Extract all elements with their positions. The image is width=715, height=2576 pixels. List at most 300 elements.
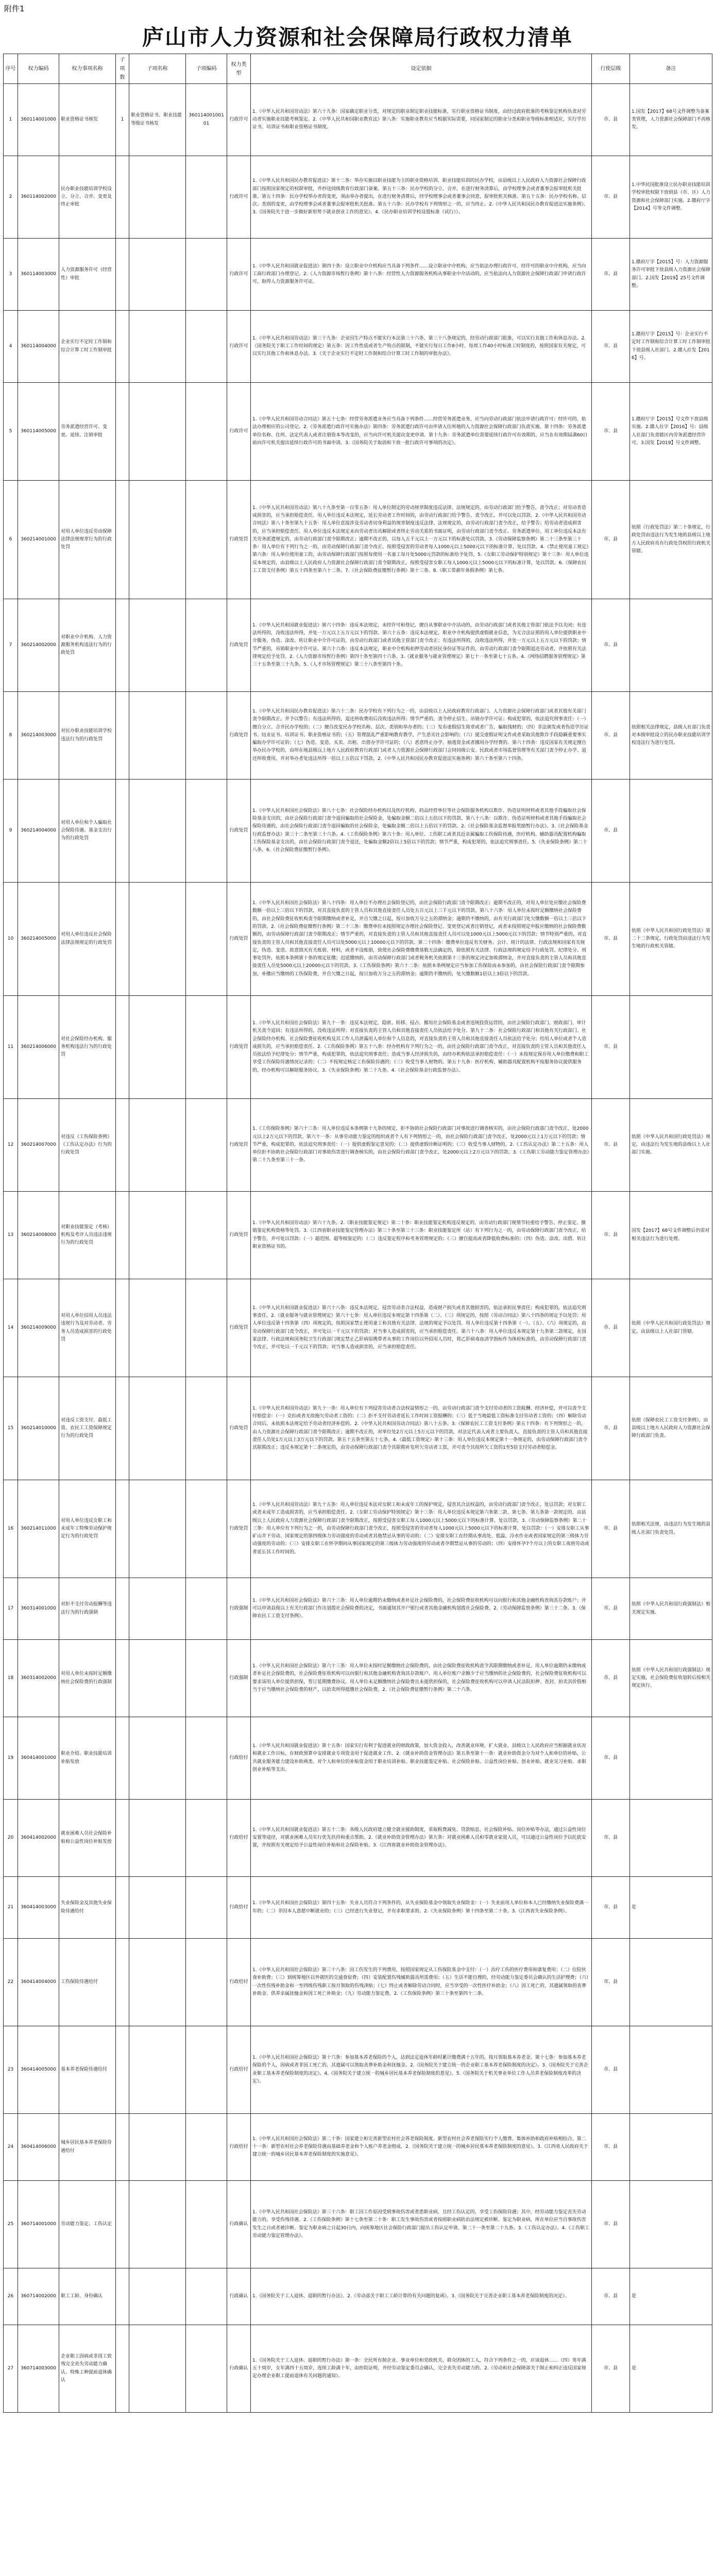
cell-name: 对拒不支付劳动报酬等违法行为的行政强制 [59,1578,116,1640]
cell-note: 依照《中华人民共和国行政强制法》相关规定实施。 [630,1578,712,1640]
cell-code: 360214005000 [18,883,59,996]
cell-sub_n [116,1099,129,1192]
cell-name: 劳务派遣经营许可、变更、延续、注销审批 [59,383,116,481]
table-row [4,2325,712,2413]
cell-sub_n [116,692,129,779]
header-cell: 序号 [4,54,18,84]
cell-sub [129,311,186,383]
table-row [4,84,712,156]
cell-no: 11 [4,996,18,1099]
cell-type: 行政处罚 [227,1480,251,1578]
cell-no: 24 [4,2114,18,2181]
cell-name: 对职业技能鉴定（考核）机构及考评人员违法违规行为的行政处罚 [59,1192,116,1279]
cell-subcode [186,1279,227,1377]
cell-no: 8 [4,692,18,779]
cell-level: 市、县 [592,239,630,311]
table-row [4,383,712,481]
cell-note [630,599,712,692]
cell-level: 市、县 [592,883,630,996]
cell-code: 360714002000 [18,2268,59,2325]
cell-subcode [186,481,227,599]
table-row [4,599,712,692]
cell-note: 1.赣府厅字【2015】号：企业实行不定时工作制和综合计算工时工作制审批下放县级人社部门。2.赣人社发【2016】号。 [630,311,712,383]
cell-basis: 1.《中华人民共和国社会保险法》第二十条：国家建立和完善新型农村社会养老保险制度。新型农村社会养老保险实行个人缴费、集体补助和政府补贴相结合。第二十一条：新型农村社会养老保险待遇由基础养老金和个人账户养老金组成。2.《国务院关于建立统一的城乡居民基本养老保险制度的意见》。3.《江西省人民政府关于建立统一的城乡居民基本养老保险制度的实施意见》。 [251,2114,592,2181]
cell-level: 市、县 [592,84,630,156]
cell-note: 依照《中华人民共和国行政处罚法》规定，由违法行为发生地的县级以上人社部门实施。 [630,1099,712,1192]
header-cell: 设定依据 [251,54,592,84]
cell-level: 市、县 [592,156,630,239]
cell-subcode [186,1192,227,1279]
cell-basis: 1.《中华人民共和国社会保险法》第八十七条：社会保险经办机构以及医疗机构、药品经营单位等社会保险服务机构以欺诈、伪造证明材料或者其他手段骗取社会保险基金支出的，由社会保险行政部门责令退回骗取的社会保险金，处骗取金额二倍以上五倍以下的罚款。第八十八条：以欺诈、伪造证明材料或者其他手段骗取社会保险待遇的，由社会保险行政部门责令退回骗取的社会保险金，处骗取金额二倍以上五倍以下的罚款。2.《社会保险基金监督举报奖励暂行办法》。3.《社会保险基金行政监督办法》第三十二条至第三十六条。4.《工伤保险条例》第六十条：用人单位、工伤职工或者其近亲属骗取工伤保险待遇，医疗机构、辅助器具配置机构骗取工伤保险基金支出的，由社会保险行政部门责令退还，处骗取金额2倍以上5倍以下的罚款；情节严重，构成犯罪的，依法追究刑事责任。5.《失业保险条例》第二十八条。6.《社会保险费征缴暂行条例》。 [251,779,592,883]
cell-subcode [186,692,227,779]
cell-note [630,779,712,883]
table-row [4,2268,712,2325]
cell-sub_n [116,481,129,599]
cell-level: 市、县 [592,1480,630,1578]
cell-subcode [186,1480,227,1578]
cell-type: 行政确认 [227,2325,251,2413]
cell-note: 1.赣府厅字【2015】号文件下放县级实施。2.赣人社字【2016】号：县级人社部门负责辖区内劳务派遣经营许可。3.国发【2019】号文件调整。 [630,383,712,481]
header-cell: 子项编码 [186,54,227,84]
cell-code: 360214001000 [18,481,59,599]
header-cell: 权力事项名称 [59,54,116,84]
cell-subcode [186,599,227,692]
cell-basis: 1.《中华人民共和国就业促进法》第六十四条：违反本法规定，未经许可和登记，擅自从事职业中介活动的，由劳动行政部门或者其他主管部门依法予以关闭；有违法所得的，没收违法所得，并处一万元以上五万元以下的罚款。第六十五条：违反本法规定，职业中介机构提供虚假就业信息，为无合法证照的用人单位提供职业中介服务，伪造、涂改、转让职业中介许可证的，由劳动行政部门或者其他主管部门责令改正；有违法所得的，没收违法所得，并处一万元以上五万元以下的罚款；情节严重的，吊销职业中介许可证。第六十六条：违反本法规定，职业中介机构扣押劳动者居民身份证等证件的，由劳动行政部门责令限期退还劳动者，并依照有关法律规定给予处罚。2.《人力资源市场暂行条例》第四十条至第四十六条。3.《就业服务与就业管理规定》第七十一条至第七十五条。4.《网络招聘服务管理规定》第三十五条至第三十九条。5.《人才市场管理规定》第三十八条至第四十条。 [251,599,592,692]
cell-note: 依照《中华人民共和国行政处罚法》第二十二条规定，行政处罚由违法行为发生地的行政机关管辖。 [630,883,712,996]
cell-no: 23 [4,2026,18,2114]
cell-note [630,1800,712,1877]
cell-sub [129,1800,186,1877]
cell-name: 对用人单位和个人骗取社会保险待遇、基金支出行为的行政处罚 [59,779,116,883]
cell-note: 依照《行政处罚法》第二十条规定，行政处罚由违法行为发生地的县级以上地方人民政府具有行政处罚权的行政机关管辖。 [630,481,712,599]
cell-subcode [186,1800,227,1877]
cell-subcode [186,779,227,883]
table-row [4,1800,712,1877]
header-cell: 子项数 [116,54,129,84]
cell-no: 27 [4,2325,18,2413]
cell-name: 工伤保险待遇给付 [59,1939,116,2026]
cell-level: 市、县 [592,1800,630,1877]
cell-note [630,2026,712,2114]
cell-level: 市、县 [592,2268,630,2325]
cell-name: 就业困难人员社会保险补贴和公益性岗位补贴发放 [59,1800,116,1877]
cell-note: 是 [630,2268,712,2325]
cell-basis: 1.《中华人民共和国劳动法》第六十九条。2.《职业技能鉴定规定》第二十条：职业技能鉴定机构违反规定的，由劳动行政部门视情节轻重给予警告、停止鉴定、撤销鉴定机构资格等处罚。3.《江西省职业技能鉴定管理办法》第三十条至第三十三条：职业技能鉴定所（站）有下列行为之一的，由劳动保障行政部门责令改正，给予警告，并可处以罚款：（一）超范围、超等级鉴定的；（二）违反鉴定程序和考务管理规定的；（三）擅自提高或者降低收费标准的；（四）伪造、涂改、出借、转让职业资格证书的。 [251,1192,592,1279]
cell-note: 1.国发【2017】68号文件调整为备案类管理，人力资源社会保障部门不再核发。 [630,84,712,156]
cell-code: 360214008000 [18,1192,59,1279]
cell-type: 行政处罚 [227,1099,251,1192]
cell-no: 7 [4,599,18,692]
cell-level: 市、县 [592,383,630,481]
cell-sub_n [116,1279,129,1377]
cell-sub [129,156,186,239]
cell-type: 行政处罚 [227,779,251,883]
cell-sub_n [116,311,129,383]
cell-name: 对违反工资支付、最低工资、农民工工资保障规定行为的行政处罚 [59,1377,116,1480]
cell-no: 21 [4,1877,18,1939]
header-cell: 权力类型 [227,54,251,84]
header-cell: 权力编码 [18,54,59,84]
cell-basis: 1.《中华人民共和国劳动法》第六十九条：国家确定职业分类，对规定的职业制定职业技能标准，实行职业资格证书制度，由经过政府批准的考核鉴定机构负责对劳动者实施职业技能考核鉴定。2.《中华人民共和国职业教育法》第八条：实施职业教育应当根据实际需要，同国家制定的职业分类和职业等级标准相适应，实行学历证书、培训证书和职业资格证书制度。 [251,84,592,156]
cell-no: 16 [4,1480,18,1578]
cell-subcode [186,2268,227,2325]
cell-no: 15 [4,1377,18,1480]
cell-no: 14 [4,1279,18,1377]
cell-sub_n [116,883,129,996]
cell-name: 对用人单位违反女职工和未成年工特殊劳动保护规定行为的行政处罚 [59,1480,116,1578]
cell-subcode [186,1099,227,1192]
cell-no: 13 [4,1192,18,1279]
cell-level: 市、县 [592,599,630,692]
cell-sub [129,1640,186,1717]
cell-name: 对违反《工伤保险条例》《工伤认定办法》行为的行政处罚 [59,1099,116,1192]
cell-level: 市、县 [592,1877,630,1939]
cell-level: 市、县 [592,2114,630,2181]
cell-level: 市、县 [592,996,630,1099]
cell-name: 对用人单位违反劳动保障法律法规规章行为的行政处罚 [59,481,116,599]
cell-sub [129,779,186,883]
cell-code: 360414006000 [18,2114,59,2181]
cell-level: 市、县 [592,1717,630,1800]
cell-type: 行政许可 [227,239,251,311]
cell-sub [129,1099,186,1192]
cell-sub_n [116,239,129,311]
cell-sub_n [116,1377,129,1480]
cell-type: 行政处罚 [227,1377,251,1480]
cell-basis: 1.《国务院关于工人退休、退职的暂行办法》。2.《劳动部关于职工工龄计算的有关问题的复函》。3.《国务院关于完善企业职工基本养老保险制度的决定》。 [251,2268,592,2325]
table-row [4,779,712,883]
cell-basis: 1.《中华人民共和国民办教育促进法》第六十二条：民办学校有下列行为之一的，由县级以上人民政府教育行政部门、人力资源社会保障行政部门或者其他有关部门责令限期改正，并予以警告；有违法所得的，退还所收费用后没收违法所得；情节严重的，责令停止招生、吊销办学许可证；构成犯罪的，依法追究刑事责任：（一）擅自分立、合并民办学校的；（二）擅自改变民办学校名称、层次、类别和举办者的；（三）发布虚假招生简章或者广告，骗取钱财的；（四）非法颁发或者伪造学历证书、结业证书、培训证书、职业资格证书的；（五）管理混乱严重影响教育教学，产生恶劣社会影响的；（六）提交虚假证明文件或者采取其他欺诈手段隐瞒重要事实骗取办学许可证的；（七）伪造、变造、买卖、出租、出借办学许可证的；（八）恶意终止办学、抽逃资金或者挪用办学经费的。第六十四条：违反国家有关规定擅自举办民办学校的，由所在地县级以上地方人民政府教育行政部门或者人力资源社会保障行政部门会同同级公安、民政或者市场监督管理等有关部门责令停止办学、退还所收费用，并对举办者处违法所得一倍以上五倍以下罚款。2.《中华人民共和国民办教育促进法实施条例》第六十条至第六十四条。 [251,692,592,779]
cell-sub_n [116,1877,129,1939]
table-row [4,996,712,1099]
table-row [4,692,712,779]
cell-subcode [186,383,227,481]
cell-type: 行政给付 [227,2114,251,2181]
table-row [4,1099,712,1192]
cell-name: 对职业中介机构、人力资源服务机构违法行为的行政处罚 [59,599,116,692]
cell-basis: 1.《中华人民共和国社会保险法》第十六条：参加基本养老保险的个人，达到法定退休年龄时累计缴费满十五年的，按月领取基本养老金。第十七条：参加基本养老保险的个人，因病或者非因工死亡的，其遗属可以领取丧葬补助金和抚恤金。2.《国务院关于建立统一的企业职工基本养老保险制度的决定》。3.《国务院关于完善企业职工基本养老保险制度的决定》。4.《国务院关于建立统一的城乡居民基本养老保险制度的意见》。5.《国务院关于机关事业单位工作人员养老保险制度改革的决定》。 [251,2026,592,2114]
cell-no: 1 [4,84,18,156]
cell-sub [129,1279,186,1377]
cell-type: 行政处罚 [227,1279,251,1377]
cell-code: 360414004000 [18,1939,59,2026]
cell-sub_n [116,1480,129,1578]
cell-basis: 1.《中华人民共和国劳动合同法》第五十七条：经营劳务派遣业务应当具备下列条件……经营劳务派遣业务，应当向劳动行政部门依法申请行政许可；经许可的，依法办理相应的公司登记。2.《劳务派遣行政许可实施办法》第四条：劳务派遣行政许可由申请人住所地的人力资源社会保障行政部门负责实施。第十四条：劳务派遣单位名称、住所、法定代表人或者注册资本等改变的，应当向许可机关提出变更申请。第十九条：劳务派遣单位需要延续行政许可有效期的，应当在有效期届满60日前向许可机关提出延续行政许可的书面申请。3.《国务院关于取消和下放一批行政许可事项的决定》。 [251,383,592,481]
cell-type: 行政给付 [227,1939,251,2026]
cell-no: 5 [4,383,18,481]
cell-sub [129,692,186,779]
cell-no: 6 [4,481,18,599]
cell-subcode [186,1939,227,2026]
header-cell: 子项名称 [129,54,186,84]
cell-code: 360214006000 [18,996,59,1099]
cell-code: 360314001000 [18,1578,59,1640]
cell-level: 市、县 [592,1377,630,1480]
cell-type: 行政许可 [227,84,251,156]
table-row [4,156,712,239]
cell-note: 是 [630,1877,712,1939]
cell-subcode [186,2181,227,2268]
cell-no: 3 [4,239,18,311]
cell-type: 行政处罚 [227,599,251,692]
cell-sub_n [116,1640,129,1717]
cell-subcode [186,2114,227,2181]
cell-note: 是 [630,2325,712,2413]
cell-note: 依照《中华人民共和国行政处罚法》规定，由县级以上人社部门管辖。 [630,1279,712,1377]
cell-level: 市、县 [592,1578,630,1640]
header-cell: 行使层级 [592,54,630,84]
cell-sub_n [116,2026,129,2114]
cell-basis: 1.《中华人民共和国社会保险法》第四十五条：失业人员符合下列条件的，从失业保险基金中领取失业保险金：（一）失业前用人单位和本人已经缴纳失业保险费满一年的；（二）非因本人意愿中断就业的；（三）已经进行失业登记，并有求职要求的。2.《失业保险条例》第十四条至第二十条。3.《江西省失业保险条例》。 [251,1877,592,1939]
cell-subcode [186,1377,227,1480]
cell-no: 20 [4,1800,18,1877]
cell-no: 2 [4,156,18,239]
cell-sub [129,1877,186,1939]
table-body [4,84,712,2413]
cell-basis: 1.《中华人民共和国就业促进法》第四十条：设立职业中介机构应当具备下列条件……设立职业中介机构，应当依法办理行政许可。经许可的职业中介机构，应当向工商行政部门办理登记。2.《人力资源市场暂行条例》第十八条：经营性人力资源服务机构从事职业中介活动的，应当依法向人力资源社会保障行政部门申请行政许可，取得人力资源服务许可证。 [251,239,592,311]
cell-type: 行政给付 [227,1800,251,1877]
cell-level: 市、县 [592,311,630,383]
cell-type: 行政确认 [227,2181,251,2268]
table-row [4,1377,712,1480]
table-row [4,2181,712,2268]
cell-basis: 1.《中华人民共和国劳动法》第三十九条：企业因生产特点不能实行本法第三十六条、第三十八条规定的，经劳动行政部门批准，可以实行其他工作和休息办法。2.《国务院关于职工工作时间的规定》第五条：因工作性质或者生产特点的限制，不能实行每日工作8小时、每周工作40小时标准工时制度的，按照国家有关规定，可以实行其他工作和休息办法。3.《关于企业实行不定时工作制和综合计算工时工作制的审批办法》。 [251,311,592,383]
cell-type: 行政处罚 [227,692,251,779]
cell-note: 依照《保障农民工工资支付条例》，由县级以上地方人民政府人力资源社会保障行政部门负责。 [630,1377,712,1480]
table-row [4,239,712,311]
cell-note [630,2114,712,2181]
cell-sub_n [116,779,129,883]
cell-no: 19 [4,1717,18,1800]
cell-no: 4 [4,311,18,383]
cell-name: 企业职工因病或非因工致残完全丧失劳动能力确认、特殊工种提前退休确认 [59,2325,116,2413]
cell-sub [129,599,186,692]
cell-note: 1.赣府厅字【2015】号：人力资源服务许可审批下放县级人力资源社会保障部门。2.国发【2019】25号文件调整。 [630,239,712,311]
cell-code: 360214004000 [18,779,59,883]
cell-no: 17 [4,1578,18,1640]
cell-name: 对民办职业技能培训学校违法行为的行政处罚 [59,692,116,779]
cell-sub_n [116,599,129,692]
cell-code: 360214003000 [18,692,59,779]
cell-level: 市、县 [592,692,630,779]
cell-subcode [186,2325,227,2413]
cell-basis: 1.《中华人民共和国劳动法》第九十五条：用人单位违反本法对女职工和未成年工的保护规定，侵害其合法权益的，由劳动行政部门责令改正，处以罚款；对女职工或者未成年工造成损害的，应当承担赔偿责任。2.《女职工劳动保护特别规定》第十三条：用人单位违反本规定第六条第二款、第七条、第九条第一款规定的，由县级以上人民政府人力资源社会保障行政部门责令限期改正，按照受侵害女职工每人1000元以上5000元以下的标准计算，处以罚款。3.《劳动保障监察条例》第二十三条：用人单位有下列行为之一的，由劳动保障行政部门责令改正，按照受侵害的劳动者每人1000元以上5000元以下的标准计算，处以罚款：（一）安排女职工从事矿山井下劳动、国家规定的第四级体力劳动强度的劳动或者其他禁忌从事的劳动的；（二）安排女职工在经期从事高处、低温、冷水作业或者国家规定的第三级体力劳动强度的劳动的；（三）安排女职工在怀孕期间从事国家规定的第三级体力劳动强度的劳动或者孕期禁忌从事的劳动的；（四）安排怀孕7个月以上的女职工夜班劳动或者延长其工作时间的。 [251,1480,592,1578]
cell-type: 行政许可 [227,311,251,383]
cell-sub [129,1480,186,1578]
table-row [4,1192,712,1279]
cell-sub [129,883,186,996]
cell-sub [129,2181,186,2268]
cell-name: 职工工龄、身份确认 [59,2268,116,2325]
cell-code: 360114001000 [18,84,59,156]
cell-basis: 1.《中华人民共和国社会保险法》第六十三条：用人单位逾期仍未缴纳或者补足社会保险费的，社会保险费征收机构可以向银行和其他金融机构查询其存款账户；并可以申请县级以上有关行政部门作出划拨社会保险费的决定，书面通知其开户银行或者其他金融机构划拨社会保险费。2.《劳动保障监察条例》第三十二条。3.《保障农民工工资支付条例》。 [251,1578,592,1640]
cell-sub [129,1578,186,1640]
cell-code: 360214011000 [18,1480,59,1578]
table-row [4,1939,712,2026]
cell-basis: 1.《中华人民共和国社会保险法》第八十四条：用人单位不办理社会保险登记的，由社会保险行政部门责令限期改正；逾期不改正的，对用人单位处应缴社会保险费数额一倍以上三倍以下的罚款，对其直接负责的主管人员和其他直接责任人员处五百元以上三千元以下的罚款。第八十六条：用人单位未按时足额缴纳社会保险费的，由社会保险费征收机构责令限期缴纳或者补足，并自欠缴之日起，按日加收万分之五的滞纳金；逾期仍不缴纳的，由有关行政部门处欠缴数额一倍以上三倍以下的罚款。2.《社会保险费征缴暂行条例》第二十三条：缴费单位未按照规定办理社会保险登记、变更登记或者注销登记，或者未按照规定申报应缴纳的社会保险费数额的，由劳动保障行政部门责令限期改正；情节严重的，对直接负责的主管人员和其他直接责任人员可以处1000元以上5000元以下的罚款；情节特别严重的，对直接负责的主管人员和其他直接责任人员可以处5000元以上10000元以下的罚款。第二十四条：缴费单位违反有关财务、会计、统计的法律、行政法规和国家有关规定，伪造、变造、故意毁灭有关账册、材料，或者不设账册，致使社会保险费缴费基数无法确定的，除依照有关法律、行政法规的规定给予行政处罚、纪律处分、刑事处罚外，依照本条例第十条的规定征缴；迟延缴纳的，由劳动保障行政部门或者税务机关依照第十三条的规定决定加收滞纳金，并对直接负责的主管人员和其他直接责任人员处5000元以上20000元以下的罚款。3.《工伤保险条例》第六十二条：依照本条例规定应当参加工伤保险而未参加的，由社会保险行政部门责令限期参加，补缴应当缴纳的工伤保险费，并自欠缴之日起，按日加收万分之五的滞纳金；逾期仍不缴纳的，处欠缴数额1倍以上3倍以下的罚款。 [251,883,592,996]
cell-basis: 1.《中华人民共和国社会保险法》第三十六条：职工因工作原因受到事故伤害或者患职业病，且经工伤认定的，享受工伤保险待遇；其中，经劳动能力鉴定丧失劳动能力的，享受伤残待遇。2.《工伤保险条例》第十七条至第二十条：职工发生事故伤害或者按照职业病防治法规定被诊断、鉴定为职业病，所在单位应当自事故伤害发生之日或者被诊断、鉴定为职业病之日起30日内，向统筹地区社会保险行政部门提出工伤认定申请。第二十一条至第二十九条。3.《工伤认定办法》。4.《工伤职工劳动能力鉴定管理办法》。 [251,2181,592,2268]
cell-sub_n [116,2181,129,2268]
cell-type: 行政确认 [227,2268,251,2325]
table-row [4,1480,712,1578]
cell-note [630,1939,712,2026]
cell-sub_n: 1 [116,84,129,156]
cell-name: 人力资源服务许可（经营性）审批 [59,239,116,311]
cell-sub [129,383,186,481]
cell-basis: 1.《中华人民共和国就业促进法》第五十二条：各级人民政府建立健全就业援助制度，采取税费减免、贷款贴息、社会保险补贴、岗位补贴等办法，通过公益性岗位安置等途径，对就业困难人员实行优先扶持和重点帮助。2.《就业补助资金管理办法》第九条：对就业困难人员和零就业家庭人员，可以通过公益性岗位予以托底安置，并按照有关规定给予公益性岗位补贴和社会保险补贴。3.《江西省就业补助资金管理办法》。 [251,1800,592,1877]
header-cell: 备注 [630,54,712,84]
cell-basis: 1.《中华人民共和国就业促进法》第六十八条：违反本法规定，侵害劳动者合法权益，造成财产损失或者其他损害的，依法承担民事责任；构成犯罪的，依法追究刑事责任。2.《就业服务与就业管理规定》第六十七条：用人单位违反本规定第十四条第（二）、（三）项规定的，按照《劳动合同法》第八十四条的规定予以处罚；用人单位违反第十四条第（四）项规定的，按照国家禁止使用童工和其他有关法律、法规的规定予以处罚。用人单位违反第十四条第（一）、（五）、（六）项规定的，由劳动保障行政部门责令改正，并可处以一千元以下的罚款；对当事人造成损害的，应当承担赔偿责任。第六十八条：用人单位违反本规定第十九条第二款规定，在国家法律、行政法规和国务院卫生行政部门规定禁止乙肝病原携带者从事的工作岗位以外招用人员时，将乙肝病毒血清学指标作为体检标准的，由劳动保障行政部门责令改正，并可处以一千元以下的罚款；对当事人造成损害的，应当承担赔偿责任。 [251,1279,592,1377]
cell-code: 360214009000 [18,1279,59,1377]
cell-name: 企业实行不定时工作制和综合计算工时工作制审批 [59,311,116,383]
cell-level: 市、县 [592,1640,630,1717]
cell-code: 360114005000 [18,383,59,481]
cell-name: 民办职业技能培训学校设立、分立、合并、变更及终止审批 [59,156,116,239]
cell-name: 劳动能力鉴定、工伤认定 [59,2181,116,2268]
cell-subcode [186,1578,227,1640]
cell-sub_n [116,1800,129,1877]
cell-subcode [186,311,227,383]
cell-level: 市、县 [592,1099,630,1192]
cell-name: 对用人单位未按时足额缴纳社会保险费的行政强制 [59,1640,116,1717]
cell-note [630,1717,712,1800]
table-row [4,1640,712,1717]
cell-code: 360114002000 [18,156,59,239]
cell-code: 360314002000 [18,1640,59,1717]
cell-basis: 1.《工伤保险条例》第六十三条：用人单位违反本条例第十九条的规定，拒不协助社会保险行政部门对事故进行调查核实的，由社会保险行政部门责令改正，处2000元以上2万元以下的罚款。第六十一条：从事劳动能力鉴定的组织或者个人有下列情形之一的，由社会保险行政部门责令改正，处2000元以上1万元以下的罚款；情节严重，构成犯罪的，依法追究刑事责任：（一）提供虚假鉴定意见的；（二）提供虚假诊断证明的；（三）收受当事人财物的。2.《工伤认定办法》第二十五条：用人单位拒不协助社会保险行政部门对事故伤害进行调查核实的，由社会保险行政部门责令改正，处2000元以上2万元以下的罚款。3.《工伤职工劳动能力鉴定管理办法》第二十九条至第三十一条。 [251,1099,592,1192]
cell-sub: 职业资格证书、职业技能等级证书核发 [129,84,186,156]
power-list-table [3,54,712,2413]
cell-note: 依照相关法律规定，县级人社部门负责对本级审批设立的民办职业技能培训学校违法行为进行处罚。 [630,692,712,779]
cell-name: 城乡居民基本养老保险待遇给付 [59,2114,116,2181]
table-header-row [4,54,712,84]
cell-level: 市、县 [592,2325,630,2413]
cell-sub_n [116,1939,129,2026]
cell-level: 市、县 [592,1192,630,1279]
cell-type: 行政给付 [227,1717,251,1800]
cell-code: 360214002000 [18,599,59,692]
cell-sub_n [116,1578,129,1640]
cell-subcode [186,883,227,996]
cell-sub_n [116,2268,129,2325]
cell-no: 25 [4,2181,18,2268]
cell-sub [129,1377,186,1480]
page-title: 庐山市人力资源和社会保障局行政权力清单 [142,25,573,50]
cell-subcode [186,156,227,239]
cell-sub [129,481,186,599]
cell-sub [129,1717,186,1800]
cell-level: 市、县 [592,2026,630,2114]
table-row [4,1578,712,1640]
cell-level: 市、县 [592,1279,630,1377]
cell-sub_n [116,1717,129,1800]
table-row [4,1877,712,1939]
cell-level: 市、县 [592,779,630,883]
cell-basis: 1.《中华人民共和国民办教育促进法》第十二条：举办实施以职业技能为主的职业资格培训、职业技能培训的民办学校，由县级以上人民政府人力资源社会保障行政部门按照国家规定的权限审批，并抄送同级教育行政部门备案。第五十三条：民办学校的分立、合并，在进行财务清算后，由学校理事会或者董事会报审批机关批准。第五十四条：民办学校举办者的变更，须由举办者提出，在进行财务清算后，经学校理事会或者董事会同意，报审批机关核准。第五十五条：民办学校名称、层次、类别的变更，由学校理事会或者董事会报审批机关批准。第五十六条：民办学校有下列情形之一的，应当终止。2.《中华人民共和国民办教育促进法实施条例》。3.《国务院关于进一步做好新形势下就业创业工作的意见》。4.《民办职业培训学校设置标准（试行）》。 [251,156,592,239]
cell-no: 12 [4,1099,18,1192]
cell-subcode: 36011400100101 [186,84,227,156]
cell-basis: 1.《中华人民共和国就业促进法》第十五条：国家实行有利于促进就业的财政政策，加大资金投入，改善就业环境，扩大就业。县级以上人民政府应当根据就业状况和就业工作目标，在财政预算中安排就业专项资金用于促进就业工作。2.《就业补助资金管理办法》第五条至第十一条：就业补助资金分为对个人和单位的补贴、公共就业服务能力建设补助两类。对个人和单位的补贴资金用于职业培训补贴、职业技能鉴定补贴、社会保险补贴、公益性岗位补贴、创业补贴、就业见习补贴、求职创业补贴等支出。 [251,1717,592,1800]
cell-subcode [186,1717,227,1800]
cell-subcode [186,1877,227,1939]
cell-no: 18 [4,1640,18,1717]
cell-name: 基本养老保险待遇给付 [59,2026,116,2114]
table-row [4,311,712,383]
cell-sub [129,996,186,1099]
cell-sub_n [116,1192,129,1279]
table-row [4,1279,712,1377]
cell-sub [129,2114,186,2181]
cell-basis: 1.《中华人民共和国社会保险法》第三十八条：因工伤发生的下列费用，按照国家规定从工伤保险基金中支付：（一）治疗工伤的医疗费用和康复费用；（二）住院伙食补助费；（三）到统筹地区以外就医的交通食宿费；（四）安装配置伤残辅助器具所需费用；（五）生活不能自理的，经劳动能力鉴定委员会确认的生活护理费；（六）一次性伤残补助金和一至四级伤残职工按月领取的伤残津贴；（七）终止或者解除劳动合同时，应当享受的一次性医疗补助金；（八）因工死亡的，其遗属领取的丧葬补助金、供养亲属抚恤金和因工死亡补助金；（九）劳动能力鉴定费。2.《工伤保险条例》第三十条至第四十二条。 [251,1939,592,2026]
cell-note: 国发【2017】68号文件调整后仍需对相关违法行为进行处理。 [630,1192,712,1279]
cell-sub [129,2026,186,2114]
cell-type: 行政给付 [227,1877,251,1939]
cell-type: 行政处罚 [227,481,251,599]
cell-code: 360214010000 [18,1377,59,1480]
cell-sub_n [116,996,129,1099]
cell-subcode [186,239,227,311]
cell-sub [129,2268,186,2325]
cell-sub [129,239,186,311]
cell-note: 依照相关法规，由违法行为发生地的县级人社部门负责处罚。 [630,1480,712,1578]
cell-type: 行政处罚 [227,996,251,1099]
cell-sub [129,1192,186,1279]
cell-note [630,2181,712,2268]
cell-type: 行政给付 [227,2026,251,2114]
cell-code: 360414005000 [18,2026,59,2114]
cell-name: 对用人单位招用人员违法违规行为及对劳动者、劳务人员造成损害的行政处罚 [59,1279,116,1377]
cell-no: 22 [4,1939,18,2026]
cell-level: 市、县 [592,481,630,599]
cell-code: 360214007000 [18,1099,59,1192]
cell-code: 360414002000 [18,1800,59,1877]
cell-type: 行政处罚 [227,883,251,996]
cell-sub_n [116,156,129,239]
cell-basis: 1.《中华人民共和国劳动法》第九十一条：用人单位有下列侵害劳动者合法权益情形之一的，由劳动行政部门责令支付劳动者的工资报酬、经济补偿，并可以责令支付赔偿金：（一）克扣或者无故拖欠劳动者工资的；（二）拒不支付劳动者延长工作时间工资报酬的；（三）低于当地最低工资标准支付劳动者工资的；（四）解除劳动合同后，未依照本法规定给予劳动者经济补偿的。2.《中华人民共和国劳动合同法》第八十五条。3.《保障农民工工资支付条例》第五十四条：有下列情形之一的，由人力资源社会保障行政部门责令限期改正；逾期不改正的，对单位处2万元以上5万元以下的罚款，对法定代表人或者主要负责人、直接负责的主管人员和其他直接责任人员处1万元以上3万元以下的罚款。第五十五条至第五十七条。4.《最低工资规定》第十三条：用人单位违反本规定第十一条规定的，由劳动保障行政部门责令其限期改正；违反本规定第十二条规定的，由劳动保障行政部门责令其限期补发所欠劳动者工资，并可责令其按所欠工资的1至5倍支付劳动者赔偿金。 [251,1377,592,1480]
cell-sub_n [116,2325,129,2413]
table-row [4,2114,712,2181]
cell-code: 360114004000 [18,311,59,383]
cell-sub [129,2325,186,2413]
cell-code: 360114003000 [18,239,59,311]
cell-code: 360414003000 [18,1877,59,1939]
cell-subcode [186,1640,227,1717]
cell-type: 行政处罚 [227,1192,251,1279]
cell-code: 360714003000 [18,2325,59,2413]
cell-note [630,996,712,1099]
table-row [4,883,712,996]
cell-subcode [186,2026,227,2114]
cell-sub_n [116,2114,129,2181]
cell-type: 行政许可 [227,383,251,481]
cell-code: 360714001000 [18,2181,59,2268]
cell-type: 行政许可 [227,156,251,239]
cell-type: 行政强制 [227,1578,251,1640]
cell-name: 职业资格证书核发 [59,84,116,156]
cell-sub [129,1939,186,2026]
table-row [4,1717,712,1800]
cell-name: 职业介绍、职业技能培训补贴发放 [59,1717,116,1800]
cell-name: 失业保险金及其他失业保险待遇给付 [59,1877,116,1939]
cell-type: 行政强制 [227,1640,251,1717]
cell-note: 1.中华民国批准设立民办职业技能培训学校审批权限下放到县（市、区）人力资源和社会保障部门实施。2.赣府厅字【2014】号等文件调整。 [630,156,712,239]
cell-name: 对社会保险经办机构、服务机构违法行为的行政处罚 [59,996,116,1099]
cell-basis: 1.《中华人民共和国社会保险法》第六十三条：用人单位未按时足额缴纳社会保险费的，由社会保险费征收机构责令其限期缴纳或者补足。用人单位逾期仍未缴纳或者补足社会保险费的，社会保险费征收机构可以向银行和其他金融机构查询其存款账户。用人单位账户余额少于应当缴纳的社会保险费的，社会保险费征收机构可以要求该用人单位提供担保，签订延期缴费协议。用人单位未足额缴纳社会保险费且未提供担保的，社会保险费征收机构可以申请人民法院扣押、查封、拍卖其价值相当于应当缴纳社会保险费的财产，以拍卖所得抵缴社会保险费。2.《社会保险费征缴暂行条例》第二十六条。 [251,1640,592,1717]
attachment-label: 附件1 [4,4,25,13]
table-row [4,2026,712,2114]
cell-sub_n [116,383,129,481]
table-row [4,481,712,599]
